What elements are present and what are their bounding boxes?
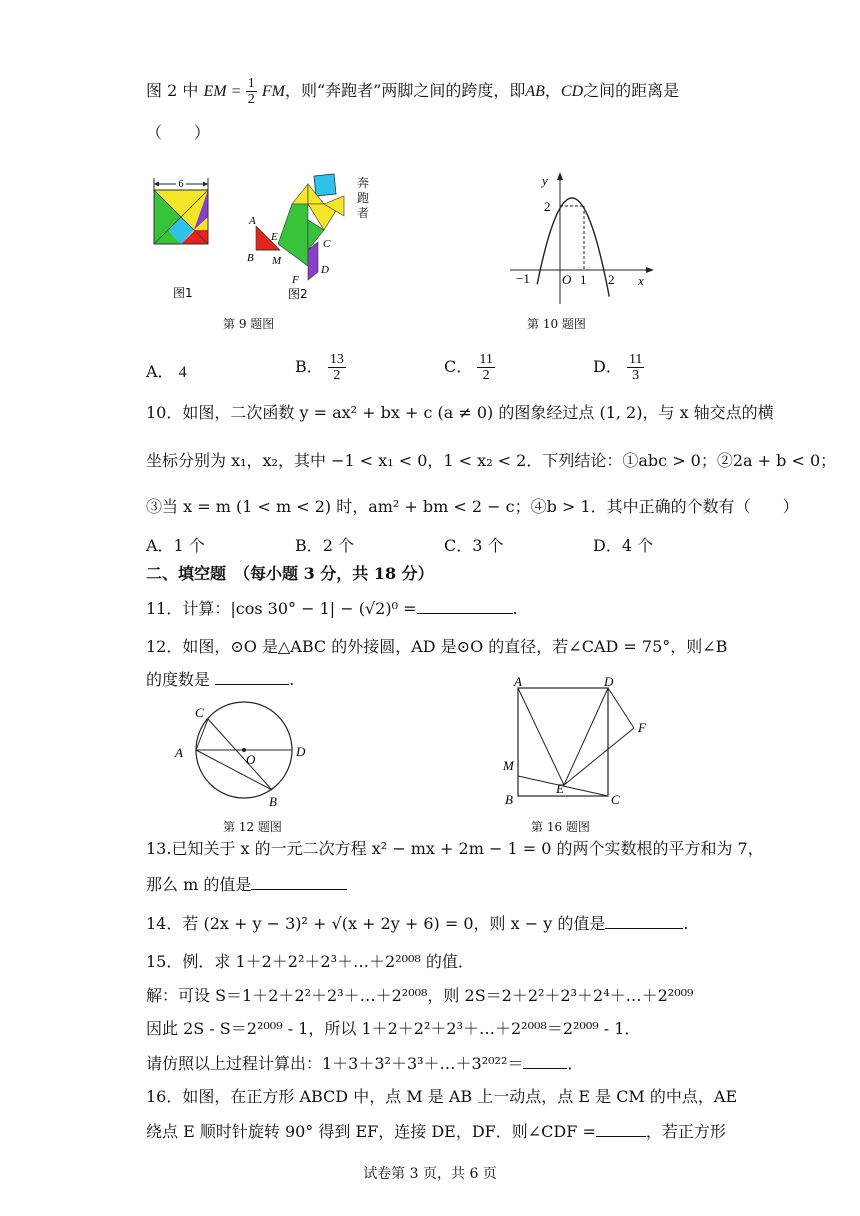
q10-line-2: 坐标分别为 x₁，x₂，其中 −1 < x₁ < 0，1 < x₂ < 2．下列结论：①abc > 0；②2a + b < 0；	[146, 451, 837, 470]
fig2-label-a: A	[249, 215, 256, 227]
q9-option-a-letter: A．	[146, 362, 174, 381]
q16-label-d: D	[604, 676, 614, 689]
q9-caption: 第 9 题图	[223, 317, 275, 331]
runner-head-square	[314, 174, 336, 196]
q9-option-b-fraction	[328, 352, 346, 383]
q12-line-2: 的度数是 .	[146, 670, 295, 689]
q9-cd: CD	[560, 83, 584, 100]
runner-arm-yellow	[292, 184, 308, 204]
graph-label-x: x	[638, 273, 644, 288]
q16-line-1: 16．如图，在正方形 ABCD 中，点 M 是 AB 上一动点，点 E 是 CM 的中点，AE	[146, 1087, 738, 1106]
q15-line-1: 15．例．求 1＋2＋2²＋2³＋…＋2²⁰⁰⁸ 的值．	[146, 952, 474, 971]
q15-line-3: 因此 2S - S＝2²⁰⁰⁹ - 1，所以 1＋2＋2²＋2³＋…＋2²⁰⁰⁸＝2²⁰⁰⁹ - 1．	[146, 1019, 641, 1038]
q9-answer-paren: （ ）	[146, 123, 211, 142]
q9-option-c-den: 2	[482, 368, 490, 383]
q9-option-d-fraction	[627, 352, 644, 383]
fig2-label-d: D	[321, 264, 329, 276]
graph-label-y: y	[542, 173, 548, 188]
q12-text: 的度数是	[146, 670, 211, 689]
q9-figure-1	[146, 172, 218, 302]
q12-label-c: C	[195, 705, 204, 720]
q16-line-2	[146, 1120, 726, 1143]
graph-label-two-x: 2	[608, 272, 615, 287]
q9-half-num: 1	[247, 76, 255, 91]
fig2-label-m: M	[272, 255, 282, 267]
runner-torso-green	[278, 204, 308, 266]
q10-option-d[interactable]: D．4 个	[593, 536, 654, 555]
q9-ab: AB	[525, 83, 545, 100]
q12-label-a: A	[175, 745, 183, 760]
q14-line	[146, 912, 688, 935]
q9-option-b[interactable]	[295, 352, 346, 383]
graph-label-neg1: −1	[516, 271, 530, 286]
q12-line-1: 12．如图，⊙O 是△ABC 的外接圆，AD 是⊙O 的直径，若∠CAD = 75°，则∠B	[146, 637, 728, 656]
q16-label-a: A	[514, 676, 522, 689]
q16-label-f: F	[638, 720, 646, 735]
q9-stem-text-b: ，则“奔跑者”两脚之间的跨度，即	[284, 81, 526, 100]
q13-line-1: 13.已知关于 x 的一元二次方程 x² − mx + 2m − 1 = 0 的两个实数根的平方和为 7，	[146, 839, 764, 858]
graph-label-two: 2	[544, 199, 551, 214]
q15-answer-blank[interactable]	[523, 1052, 567, 1069]
q9-option-d[interactable]	[593, 352, 644, 383]
q10-line-1: 10．如图，二次函数 y = ax² + bx + c (a ≠ 0) 的图象经过点 (1, 2)，与 x 轴交点的横	[146, 403, 774, 422]
q15-line-4	[146, 1052, 583, 1075]
q9-option-c-letter: C．	[444, 357, 473, 376]
q16-answer-blank[interactable]	[596, 1120, 646, 1137]
page-footer: 试卷第 3 页，共 6 页	[363, 1166, 497, 1182]
q15-line-2: 解：可设 S＝1＋2＋2²＋2³＋…＋2²⁰⁰⁸，则 2S＝2＋2²＋2³＋2⁴＋…＋2²⁰⁰⁹	[146, 986, 694, 1005]
q9-option-c[interactable]	[444, 352, 495, 383]
q9-option-a[interactable]	[146, 361, 187, 384]
fig2-label-e: E	[271, 231, 278, 243]
q9-option-b-den: 2	[333, 368, 341, 383]
seg-de	[564, 688, 608, 785]
q9-option-a-value: 4	[178, 364, 187, 381]
seg-ae	[518, 688, 564, 785]
q9-half-den: 2	[247, 92, 255, 107]
q9-half-fraction	[246, 76, 257, 107]
q9-option-b-letter: B．	[295, 357, 323, 376]
chord-ab	[196, 750, 272, 790]
q14-end: .	[683, 914, 689, 933]
x-axis-arrow	[646, 267, 654, 273]
dim-arrowhead-left	[154, 182, 159, 187]
q9-option-c-num: 11	[479, 352, 493, 367]
q9-eq: =	[231, 83, 241, 100]
dim-arrowhead-right	[203, 182, 208, 187]
q11-answer-blank[interactable]	[417, 597, 513, 614]
q11-text: 11．计算：|cos 30° − 1| − (√2)⁰ =	[146, 599, 417, 618]
q16-label-e: E	[556, 781, 564, 796]
q9-option-c-fraction	[477, 352, 494, 383]
fig1-dim-label: 6	[178, 179, 184, 190]
q14-answer-blank[interactable]	[605, 912, 683, 929]
q12-answer-blank[interactable]	[215, 668, 289, 685]
seg-df	[608, 688, 634, 728]
section-2-title: 二、填空题 （每小题 3 分，共 18 分）	[146, 564, 434, 583]
fig2-label-b: B	[247, 252, 254, 264]
y-axis-arrow	[557, 172, 563, 180]
chord-ac	[196, 719, 208, 750]
q15-end: ．	[567, 1054, 584, 1073]
q9-fm: FM	[261, 83, 285, 100]
q9-stem-text-c: 之间的距离是	[583, 81, 680, 100]
q9-option-d-den: 3	[632, 368, 640, 383]
q10-option-a[interactable]: A．1 个	[146, 536, 205, 555]
q12-label-b: B	[269, 794, 277, 809]
graph-label-o: O	[562, 272, 572, 287]
q9-option-b-num: 13	[329, 352, 344, 367]
q10-line-3: ③当 x = m (1 < m < 2) 时，am² + bm < 2 − c；④b > 1．其中正确的个数有（ ）	[146, 497, 799, 516]
q10-caption: 第 10 题图	[527, 317, 586, 331]
square-abcd	[518, 688, 608, 796]
q16-text-b: ，若正方形	[645, 1122, 726, 1141]
q9-sep: ，	[544, 81, 561, 100]
fig2-label-c: C	[323, 238, 331, 250]
q9-option-d-num: 11	[628, 352, 643, 367]
q16-label-c: C	[611, 792, 620, 807]
q12-label-d: D	[296, 744, 306, 759]
q16-figure	[500, 676, 660, 808]
graph-label-one: 1	[580, 272, 587, 287]
q12-figure	[168, 700, 318, 812]
q16-label-b: B	[505, 792, 513, 807]
q9-stem-text: 图 2 中	[146, 81, 199, 100]
fig1-caption: 图1	[173, 286, 193, 300]
q9-em: EM	[203, 83, 227, 100]
q16-text-a: 绕点 E 顺时针旋转 90° 得到 EF，连接 DE，DF．则∠CDF =	[146, 1122, 596, 1141]
q9-option-d-letter: D．	[593, 357, 622, 376]
q9-stem-line	[146, 76, 679, 107]
fig2-label-f: F	[292, 274, 299, 286]
q10-option-c[interactable]: C．3 个	[444, 536, 504, 555]
seg-ef	[564, 728, 634, 785]
q16-label-m: M	[503, 758, 514, 773]
q13-text: 那么 m 的值是	[146, 875, 252, 894]
fig2-caption: 图2	[288, 287, 308, 301]
q10-option-b[interactable]: B．2 个	[295, 536, 355, 555]
q14-text: 14．若 (2x + y − 3)² + √(x + 2y + 6) = 0，则 x − y 的值是	[146, 914, 606, 933]
q15-text: 请仿照以上过程计算出：1＋3＋3²＋3³＋…＋3²⁰²²＝	[146, 1054, 524, 1073]
chord-cb	[208, 719, 272, 790]
q13-line-2	[146, 873, 347, 896]
q12-label-o: O	[246, 752, 256, 767]
q13-answer-blank[interactable]	[251, 873, 347, 890]
q10-graph	[506, 168, 656, 308]
q11-line: 11．计算：|cos 30° − 1| − (√2)⁰ = .	[146, 599, 518, 618]
q12-caption: 第 12 题图	[223, 820, 282, 834]
q16-caption: 第 16 题图	[531, 820, 590, 834]
fig2-side-text: 奔跑者	[357, 176, 370, 220]
